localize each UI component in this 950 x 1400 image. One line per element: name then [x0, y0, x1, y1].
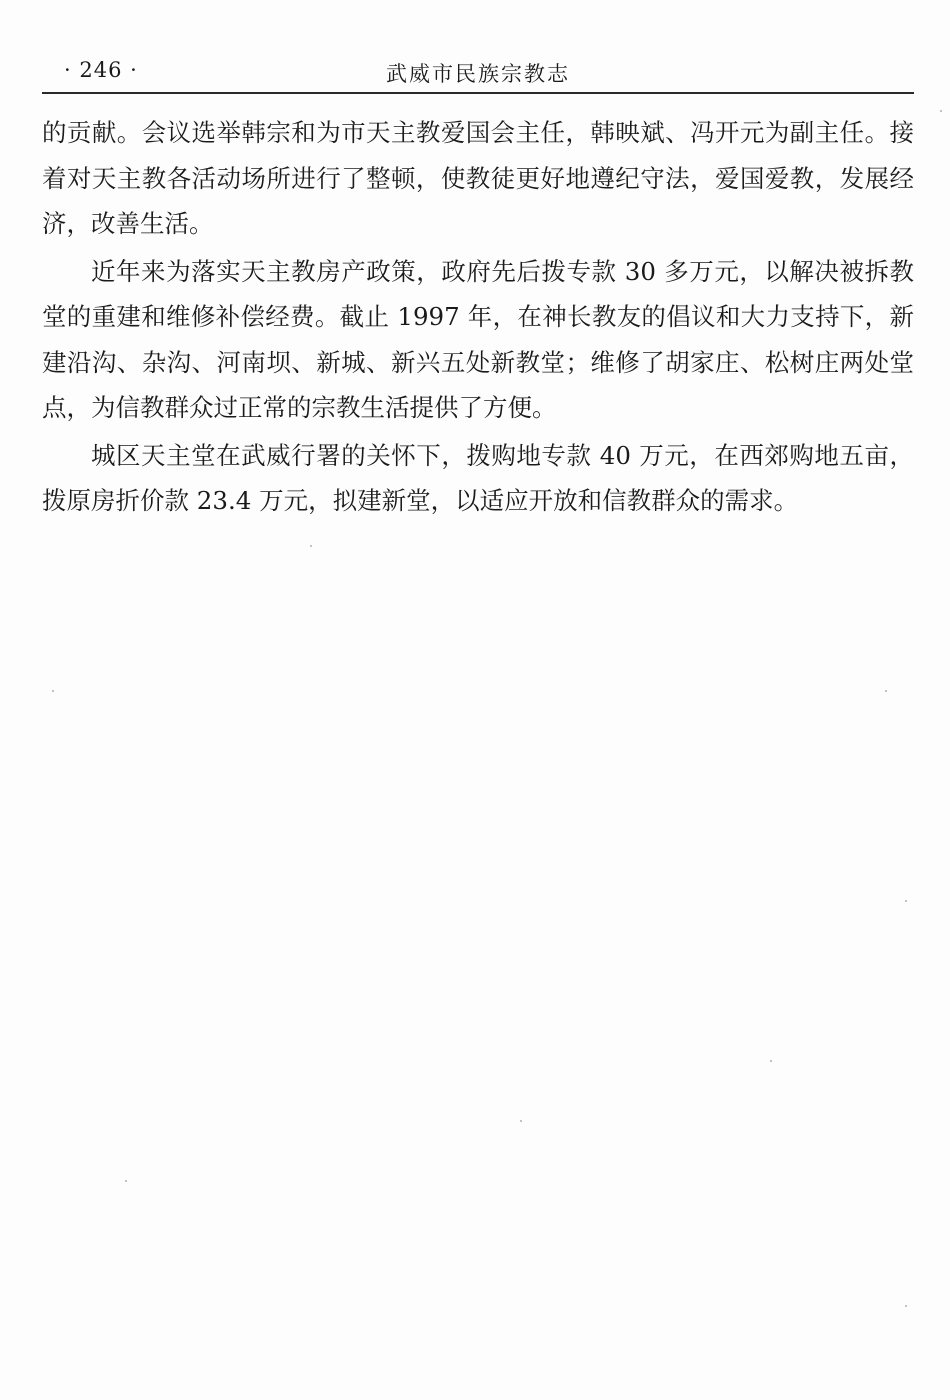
- scan-speck: [310, 545, 312, 547]
- scan-speck: [905, 1305, 907, 1307]
- scan-speck: [940, 110, 942, 112]
- scan-speck: [905, 900, 907, 902]
- header-rule: [42, 92, 914, 94]
- running-title: 武威市民族宗教志: [386, 62, 570, 86]
- scan-speck: [520, 1120, 522, 1122]
- page-header: [42, 56, 914, 90]
- body-text: [42, 110, 914, 526]
- paragraph-2: 近年来为落实天主教房产政策，政府先后拨专款 30 多万元，以解决被拆教堂的重建和维修补偿经费。截止 1997 年，在神长教友的倡议和大力支持下，新建沿沟、杂沟、河南坝、新城、新兴五处新教堂；维修了胡家庄、松树庄两处堂点，为信教群众过正常的宗教生活提供了方便。: [42, 256, 914, 422]
- scan-speck: [125, 1180, 127, 1182]
- scan-speck: [885, 690, 887, 692]
- scan-speck: [770, 1060, 772, 1062]
- page-number: · 246 ·: [64, 58, 138, 82]
- paragraph-1: 的贡献。会议选举韩宗和为市天主教爱国会主任，韩映斌、冯开元为副主任。接着对天主教各活动场所进行了整顿，使教徒更好地遵纪守法，爱国爱教，发展经济，改善生活。: [42, 118, 914, 238]
- paragraph-3: 城区天主堂在武威行署的关怀下，拨购地专款 40 万元，在西郊购地五亩，拨原房折价款 23.4 万元，拟建新堂，以适应开放和信教群众的需求。: [42, 440, 914, 515]
- scan-speck: [52, 690, 54, 692]
